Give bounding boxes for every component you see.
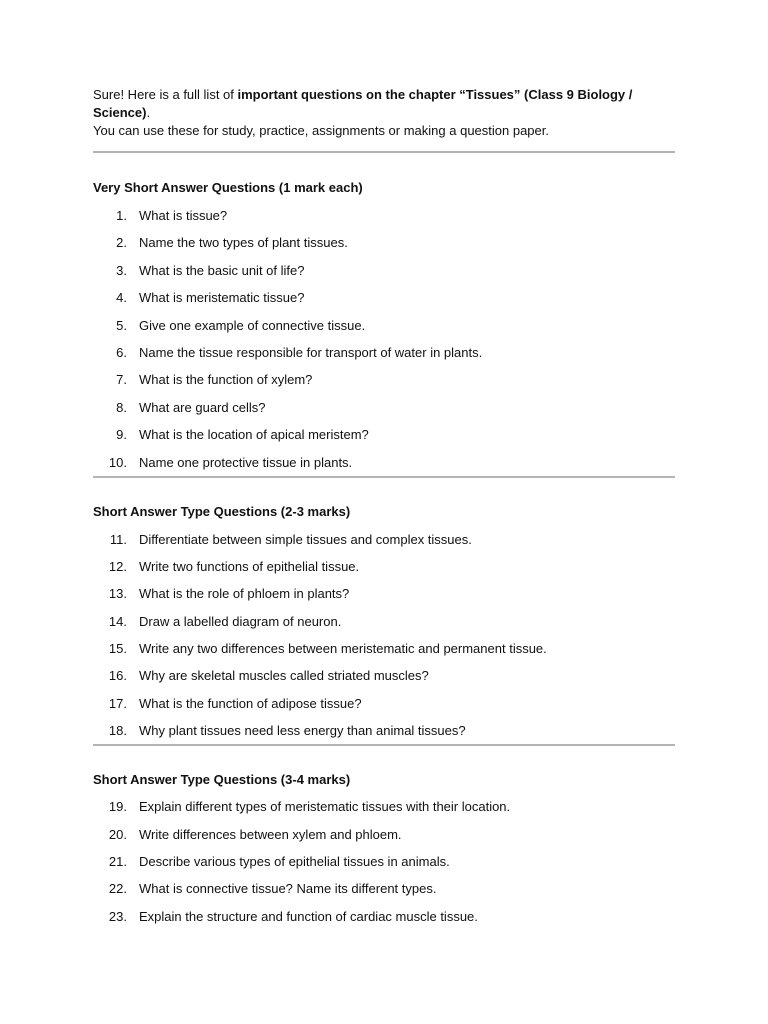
list-item (93, 345, 675, 372)
document-page (93, 86, 675, 927)
intro-bold: important questions on the chapter “Tissues” (Class 9 Biology / Science) (93, 87, 633, 120)
section-heading: Very Short Answer Questions (1 mark each) (93, 180, 363, 195)
question-number: 2. (116, 235, 127, 251)
list-item (93, 614, 675, 641)
question-text: Name the tissue responsible for transport of water in plants. (139, 344, 483, 360)
question-list (93, 799, 675, 927)
list-item (93, 318, 675, 345)
list-item (93, 455, 675, 473)
question-number: 13. (108, 586, 127, 602)
question-text: Explain the structure and function of cardiac muscle tissue. (139, 908, 478, 924)
question-text: Write differences between xylem and phloem. (139, 826, 402, 842)
list-item (93, 400, 675, 427)
question-text: Name one protective tissue in plants. (139, 454, 353, 470)
question-text: What is the function of adipose tissue? (139, 695, 362, 711)
question-text: What is connective tissue? Name its different types. (139, 881, 437, 897)
intro-line-2: You can use these for study, practice, assignments or making a question paper. (93, 123, 549, 138)
section-short-3-4 (93, 772, 675, 927)
list-item (93, 827, 675, 854)
list-item (93, 263, 675, 290)
question-number: 16. (108, 668, 127, 684)
divider (93, 476, 675, 478)
intro-paragraph (93, 86, 675, 140)
divider (93, 151, 675, 153)
question-text: What is the location of apical meristem? (139, 427, 369, 443)
question-number: 8. (116, 399, 127, 415)
list-item (93, 909, 675, 927)
section-short-2-3 (93, 504, 675, 742)
question-number: 9. (116, 427, 127, 443)
question-number: 17. (108, 695, 127, 711)
list-item (93, 668, 675, 695)
question-number: 21. (108, 854, 127, 870)
question-number: 12. (108, 558, 127, 574)
question-number: 10. (108, 454, 127, 470)
question-text: Explain different types of meristematic tissues with their location. (139, 799, 511, 815)
question-text: What is the function of xylem? (139, 372, 313, 388)
intro-prefix: Sure! Here is a full list of (93, 87, 238, 102)
question-number: 15. (108, 641, 127, 657)
question-text: Draw a labelled diagram of neuron. (139, 613, 342, 629)
section-heading: Short Answer Type Questions (3-4 marks) (93, 772, 351, 788)
list-item (93, 641, 675, 668)
question-number: 18. (108, 723, 127, 739)
question-number: 4. (116, 290, 127, 306)
list-item (93, 881, 675, 908)
question-number: 23. (108, 908, 127, 924)
list-item (93, 559, 675, 586)
question-number: 7. (116, 372, 127, 388)
intro-suffix: . (146, 105, 151, 120)
question-text: Why plant tissues need less energy than animal tissues? (139, 723, 466, 739)
question-text: Write two functions of epithelial tissue. (139, 558, 360, 574)
question-text: Give one example of connective tissue. (139, 317, 366, 333)
section-heading: Short Answer Type Questions (2-3 marks) (93, 503, 351, 519)
question-list (93, 532, 675, 742)
question-number: 3. (116, 262, 127, 278)
list-item (93, 723, 675, 741)
question-text: What are guard cells? (139, 399, 266, 415)
divider (93, 744, 675, 746)
question-text: Name the two types of plant tissues. (139, 235, 348, 251)
question-number: 19. (108, 799, 127, 815)
list-item (93, 532, 675, 559)
list-item (93, 372, 675, 399)
question-text: Differentiate between simple tissues and complex tissues. (139, 531, 472, 547)
question-text: Describe various types of epithelial tissues in animals. (139, 854, 450, 870)
question-number: 5. (116, 317, 127, 333)
question-text: What is tissue? (139, 208, 228, 223)
question-number: 6. (116, 344, 127, 360)
question-number: 14. (108, 613, 127, 629)
question-text: Write any two differences between meristematic and permanent tissue. (139, 641, 547, 657)
question-text: What is the role of phloem in plants? (139, 586, 350, 602)
question-text: What is meristematic tissue? (139, 290, 305, 306)
list-item (93, 208, 675, 235)
question-number: 20. (108, 826, 127, 842)
question-number: 11. (109, 531, 127, 547)
list-item (93, 290, 675, 317)
list-item (93, 586, 675, 613)
question-number: 1. (116, 208, 127, 223)
list-item (93, 427, 675, 454)
section-very-short (93, 180, 675, 473)
list-item (93, 854, 675, 881)
list-item (93, 799, 675, 826)
list-item (93, 696, 675, 723)
question-number: 22. (108, 881, 127, 897)
list-item (93, 235, 675, 262)
question-text: What is the basic unit of life? (139, 262, 305, 278)
question-list (93, 208, 675, 473)
question-text: Why are skeletal muscles called striated muscles? (139, 668, 429, 684)
